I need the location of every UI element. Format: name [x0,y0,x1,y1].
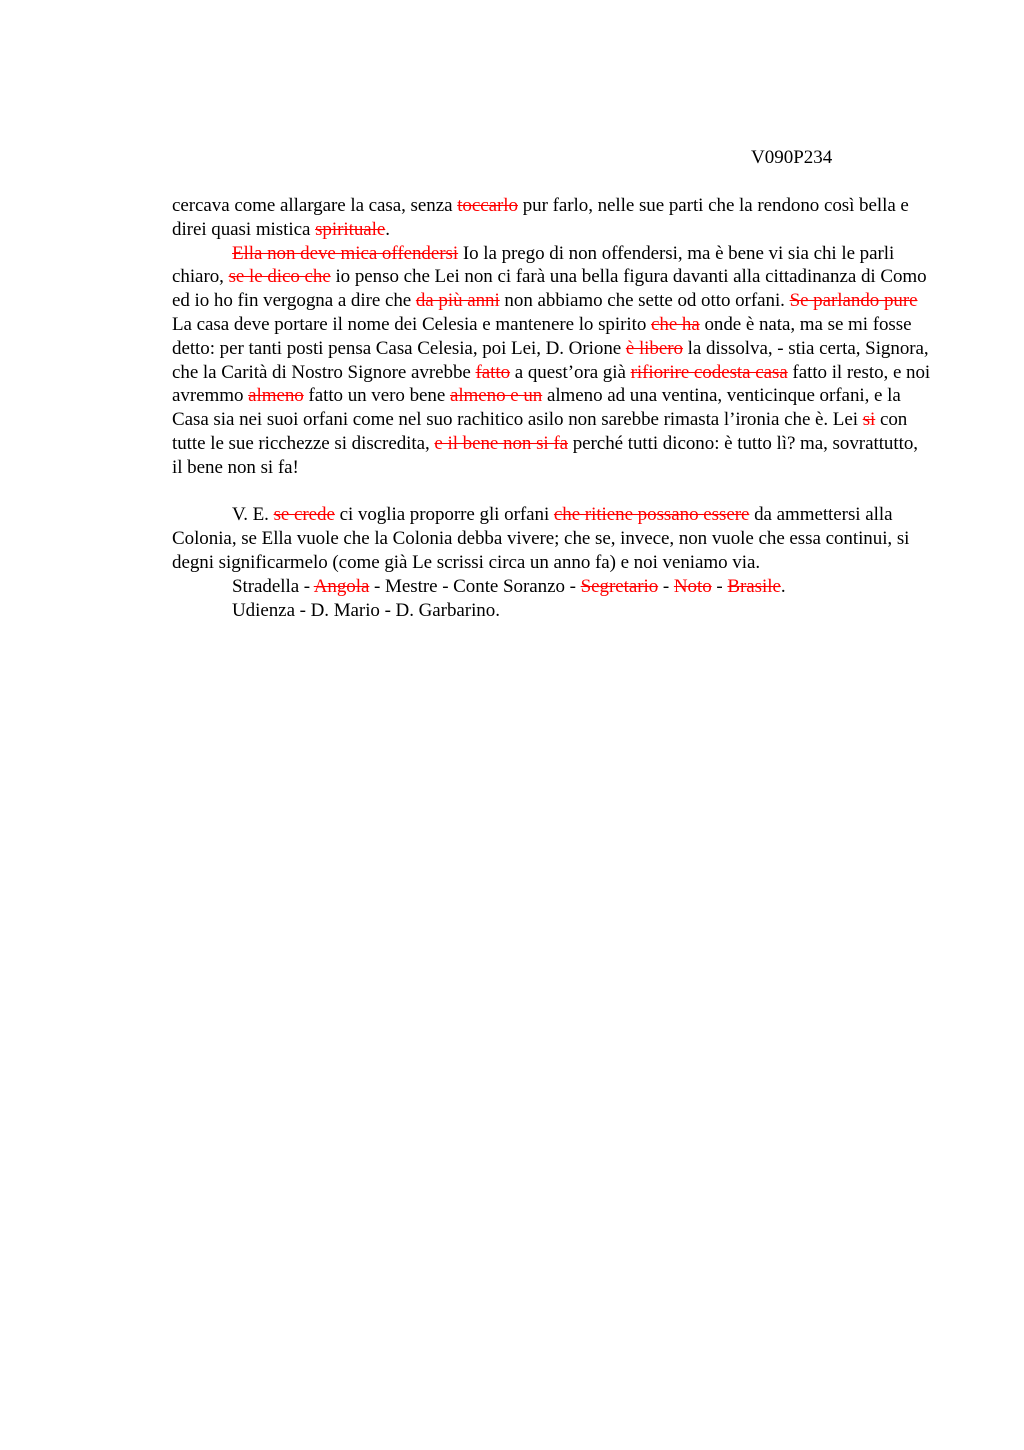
paragraph-4 [172,575,932,599]
text-segment: io penso che Lei non ci farà una bella figura davanti alla cittadinanza di Como ed io ho fin vergogna a dire che [172,266,927,312]
text-segment: fatto il resto, e noi avremmo [172,361,931,407]
text-segment: perché tutti dicono: è tutto lì? ma, sovrattutto, il bene non si fa! [172,432,918,478]
text-segment: almeno ad una ventina, venticinque orfani, e la Casa sia nei suoi orfani come nel suo rachitico asilo non sarebbe rimasta l’ironia che è. Lei [172,385,901,431]
text-segment: Stradella - [232,575,314,597]
deleted-text: che ha [651,313,700,335]
deleted-text: si [862,409,876,431]
deleted-text: Ella non deve mica offendersi [232,242,459,264]
deleted-text: Noto [673,575,712,597]
text-segment: cercava come allargare la casa, senza [172,195,458,216]
deleted-text: che ritiene possano essere [553,504,750,526]
deleted-text: se le dico che [228,266,331,288]
deleted-text: rifiorire codesta casa [630,361,788,383]
text-segment: non abbiamo che sette od otto orfani. [499,290,790,312]
paragraph-1 [172,194,932,242]
text-segment: . [385,218,390,240]
page-reference: V090P234 [751,147,833,168]
text-segment: - [711,575,728,597]
deleted-text: se crede [273,504,335,526]
deleted-text: fatto [475,361,511,383]
text-segment: a quest’ora già [510,361,631,383]
text-segment: pur farlo, nelle sue parti che la rendono così bella e direi quasi mistica [172,195,909,240]
deleted-text: spirituale [315,218,386,240]
deleted-text: da più anni [415,290,500,312]
text-segment: fatto un vero bene [303,385,450,407]
deleted-text: Se parlando pure [789,290,918,312]
deleted-text: almeno [248,385,304,407]
deleted-text: Angola [313,575,370,597]
deleted-text: e il bene non si fa [434,432,568,454]
document-body [172,194,932,622]
text-segment: . [780,575,786,597]
deleted-text: almeno e un [449,385,543,407]
text-segment: con tutte le sue ricchezze si discredita, [172,409,908,454]
text-segment: - Mestre - Conte Soranzo - [369,575,581,597]
deleted-text: è libero [625,337,683,359]
paragraph-3 [172,503,932,574]
text-segment: la dissolva, - stia certa, Signora, che la Carità di Nostro Signore avrebbe [172,337,929,383]
text-segment: Udienza - D. Mario - D. Garbarino. [232,599,500,621]
text-segment: da ammettersi alla Colonia, se Ella vuole che la Colonia debba vivere; che se, invece, non vuole che essa continui, si degni significarmelo (come già Le scrissi circa un anno fa) e noi veniamo via. [172,504,910,573]
paragraph-2 [172,242,932,480]
text-segment: - [658,575,674,597]
deleted-text: Brasile [727,575,781,597]
text-segment: La casa deve portare il nome dei Celesia e mantenere lo spirito [172,313,651,335]
text-segment: V. E. [232,504,274,526]
text-segment: onde è nata, ma se mi fosse detto: per tanti posti pensa Casa Celesia, poi Lei, D. Orione [172,313,912,359]
text-segment: Io la prego di non offendersi, ma è bene vi sia chi le parli chiaro, [172,242,895,288]
deleted-text: Segretario [580,575,659,597]
deleted-text: toccarlo [457,195,518,216]
paragraph-5 [172,599,932,623]
text-segment: ci voglia proporre gli orfani [334,504,554,526]
